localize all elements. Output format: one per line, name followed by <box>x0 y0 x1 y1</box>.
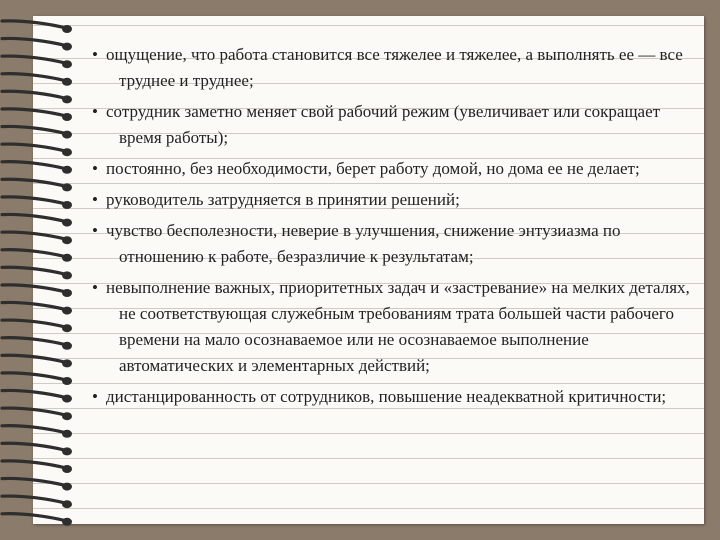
bullet-icon: • <box>92 221 98 240</box>
spiral-ring <box>2 373 72 385</box>
spiral-ring <box>2 267 72 279</box>
spiral-ring <box>2 408 72 420</box>
list-item: • руководитель затрудняется в принятии решений; <box>92 187 698 213</box>
bullet-list <box>92 42 698 415</box>
bullet-icon: • <box>92 102 98 121</box>
spiral-ring <box>2 38 72 50</box>
spiral-ring <box>2 478 72 490</box>
bullet-icon: • <box>92 278 98 297</box>
spiral-ring <box>2 390 72 402</box>
spiral-ring <box>2 179 72 191</box>
spiral-ring <box>2 285 72 297</box>
spiral-ring <box>2 514 72 526</box>
spiral-ring <box>2 496 72 508</box>
spiral-ring <box>2 461 72 473</box>
spiral-binding-icon <box>0 0 80 540</box>
spiral-ring <box>2 21 72 33</box>
spiral-ring <box>2 250 72 262</box>
spiral-ring <box>2 74 72 86</box>
spiral-ring <box>2 355 72 367</box>
spiral-ring <box>2 320 72 332</box>
spiral-ring <box>2 426 72 438</box>
spiral-ring <box>2 302 72 314</box>
spiral-ring <box>2 214 72 226</box>
spiral-ring <box>2 91 72 103</box>
spiral-ring <box>2 56 72 68</box>
list-item: • чувство бесполезности, неверие в улучшения, снижение энтузиазма по отношению к работе, безразличие к результатам; <box>92 218 698 270</box>
spiral-ring <box>2 232 72 244</box>
spiral-ring <box>2 126 72 138</box>
list-item: • дистанцированность от сотрудников, повышение неадекватной критичности; <box>92 384 698 410</box>
list-item: • постоянно, без необходимости, берет работу домой, но дома ее не делает; <box>92 156 698 182</box>
spiral-ring <box>2 109 72 121</box>
list-item: • невыполнение важных, приоритетных задач и «застревание» на мелких деталях, не соответствующая служебным требованиям трата большей части рабочего времени на мало осознаваемое или не осознаваемое выполнение автоматических и элементарных действий; <box>92 275 698 379</box>
spiral-ring <box>2 443 72 455</box>
list-item: • ощущение, что работа становится все тяжелее и тяжелее, а выполнять ее — все труднее и труднее; <box>92 42 698 94</box>
bullet-icon: • <box>92 159 98 178</box>
bullet-icon: • <box>92 45 98 64</box>
spiral-ring <box>2 197 72 209</box>
bullet-icon: • <box>92 190 98 209</box>
bullet-icon: • <box>92 387 98 406</box>
spiral-ring <box>2 338 72 350</box>
list-item: • сотрудник заметно меняет свой рабочий режим (увеличивает или сокращает время работы); <box>92 99 698 151</box>
spiral-ring <box>2 144 72 156</box>
spiral-ring <box>2 162 72 174</box>
